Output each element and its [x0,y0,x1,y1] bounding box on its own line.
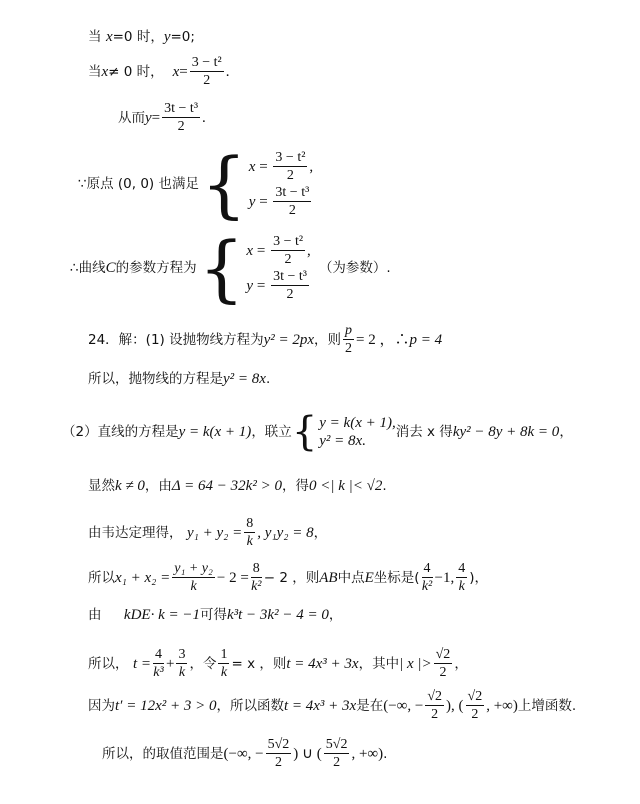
text-line-2: 当 x ≠ 0 时， x = $\frac{\text{3 − t²}}{2}$ . [88,55,230,88]
text: 当 [88,29,102,45]
text-line-7: （2）直线的方程是 y = k(x + 1) ，联立 { y = k(x + 1), y² = 8x. 消去 x 得 ky² − 8y + 8k = 0 ， [62,409,573,455]
fraction: $\frac{\text{3 − t²}}{2}$ [275,150,306,183]
text-line-1 [88,28,195,46]
math-var: x [105,29,113,45]
fraction: $\frac{√2}{2}$ [467,689,483,722]
text-line-24: 24．解：(1) 设抛物线方程为 y² = 2px ，则 $\frac{p}{2}$ = 2 ，∴ p = 4 [88,323,443,356]
text: 当 [88,63,102,80]
fraction: $\frac{8}{k}$ [246,516,254,549]
math: = [179,63,188,80]
math-var: x [172,63,180,80]
fraction: $\frac{\text{3t − t³}}{2}$ [273,269,307,302]
fraction: $\frac{√2}{2}$ [435,647,451,680]
fraction: $\frac{1}{k}$ [220,647,228,680]
fraction: $\frac{5√2}{2}$ [267,737,290,770]
text: 从而 [118,109,145,126]
math-var: y [145,109,152,126]
text-line-4 [78,142,314,226]
equation-system: y = k(x + 1), y² = 8x. [319,415,396,449]
text-line-3: 从而 y = $\frac{\text{3t − t³}}{2}$ . [118,101,206,134]
text: ≠ 0 时， [108,63,164,80]
fraction: $\frac{√2}{2}$ [427,689,443,722]
math-var: y [163,29,171,45]
text-line-10: 所以 x₁ + x₂ = $\frac{\text{y₁ + y₂}}{k}$ − 2 = $\frac{8}{\text{k²}}$ − 2 ，则 AB 中点 E 坐标是( $\frac{4}{\text{k²}}$ −1, $\frac{4}{k}$ )， [88,561,489,594]
equation-system: x = $\frac{\text{3 − t²}}{2}$ , y = $\frac{\text{3t − t³}}{2}$ [248,150,314,218]
fraction: $\frac{4}{\text{k²}}$ [421,561,433,594]
text-line-11: 由 k DE · k = −1 可得 k³t − 3k² − 4 = 0 ， [88,607,343,623]
math-var: C [105,260,116,276]
math-var: x [101,63,109,80]
brace: { [198,226,245,310]
text-line-9: 由韦达定理得， y₁ + y₂ = $\frac{8}{k}$ , y₁y₂ = 8 ， [88,516,328,549]
text: ∴曲线 [70,260,106,276]
text: =0; [170,29,195,45]
fraction: $\frac{\text{3 − t²}}{2}$ [191,55,222,88]
text-line-6: 所以，抛物线的方程是 y² = 8x . [88,371,271,387]
brace: { [291,409,318,455]
fraction: $\frac{8}{\text{k²}}$ [251,561,262,594]
math: = [151,109,161,126]
text-line-5 [70,226,391,310]
fraction: $\frac{3}{k}$ [178,647,186,680]
text: =0 时， [112,29,164,45]
fraction: $\frac{\text{3t − t³}}{2}$ [275,185,310,218]
text: 的参数方程为 [115,260,197,276]
text-line-13: 因为 t′ = 12x² + 3 > 0 ，所以函数 t = 4x³ + 3x 是在 (−∞, − $\frac{√2}{2}$ ), ( $\frac{√2}{2}$ , +∞) 上增函数. [88,689,577,722]
text-line-14: 所以，的取值范围是 (−∞, − $\frac{5√2}{2}$ ) ∪ ( $\frac{5√2}{2}$ , +∞) . [102,737,388,770]
fraction: $\frac{4}{\text{k³}}$ [153,647,164,680]
fraction: $\frac{4}{k}$ [458,561,466,594]
text-line-12: 所以， t = $\frac{4}{\text{k³}}$ + $\frac{3}{k}$ ，令 $\frac{1}{k}$ = x ，则 t = 4x³ + 3x ，其中 | x |> $\frac{√2}{2}$ ， [88,647,468,680]
fraction: $\frac{p}{2}$ [345,323,353,356]
text: （为参数）. [318,260,391,276]
fraction: $\frac{5√2}{2}$ [325,737,348,770]
fraction: $\frac{\text{y₁ + y₂}}{k}$ [174,561,213,594]
brace: { [200,142,247,226]
fraction: $\frac{\text{3t − t³}}{2}$ [164,101,199,134]
text: ∵原点 (0, 0) 也满足 [78,176,199,192]
equation-system: x = $\frac{\text{3 − t²}}{2}$ , y = $\frac{\text{3t − t³}}{2}$ [246,234,311,302]
text-line-8: 显然 k ≠ 0 ，由 Δ = 64 − 32k² > 0 ，得 0 <| k |< √2 . [88,478,387,494]
fraction: $\frac{\text{3 − t²}}{2}$ [273,234,304,267]
